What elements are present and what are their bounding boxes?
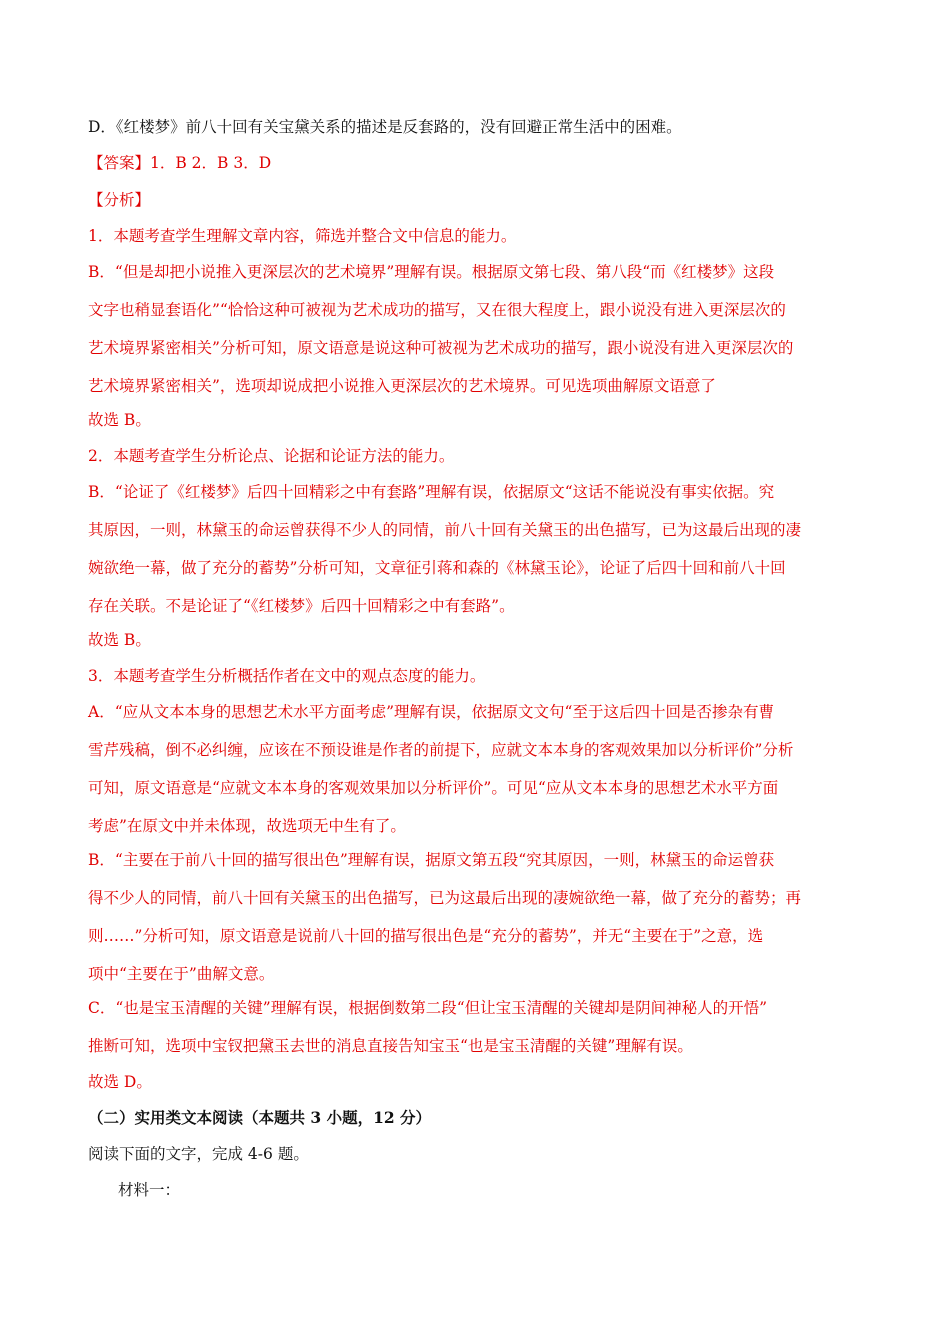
q2-intro: 2．本题考查学生分析论点、论据和论证方法的能力。: [88, 447, 455, 465]
q3-b-line-1: B．“主要在于前八十回的描写很出色”理解有误，据原文第五段“究其原因，一则，林黛玉的命运曾获: [88, 851, 775, 869]
q2-body-line-4: 存在关联。不是论证了“《红楼梦》后四十回精彩之中有套路”。: [88, 597, 515, 615]
reading-instruction: 阅读下面的文字，完成 4-6 题。: [88, 1145, 309, 1163]
analysis-heading: 【分析】: [88, 191, 151, 209]
q3-c-line-1: C．“也是宝玉清醒的关键”理解有误，根据倒数第二段“但让宝玉清醒的关键却是阴间神秘人的开悟”: [88, 999, 768, 1017]
q3-a-line-1: A．“应从文本本身的思想艺术水平方面考虑”理解有误，依据原文文句“至于这后四十回是否掺杂有曹: [88, 703, 774, 721]
q1-body-line-1: B．“但是却把小说推入更深层次的艺术境界”理解有误。根据原文第七段、第八段“而《红楼梦》这段: [88, 263, 775, 281]
q3-b-line-2: 得不少人的同情，前八十回有关黛玉的出色描写，已为这最后出现的凄婉欲绝一幕，做了充分的蓄势；再: [88, 889, 802, 907]
q2-body-line-3: 婉欲绝一幕，做了充分的蓄势”分析可知，文章征引蒋和森的《林黛玉论》，论证了后四十回和前八十回: [88, 559, 786, 577]
q3-intro: 3．本题考查学生分析概括作者在文中的观点态度的能力。: [88, 667, 486, 685]
q1-body-line-3: 艺术境界紧密相关”分析可知，原文语意是说这种可被视为艺术成功的描写，跟小说没有进入更深层次的: [88, 339, 794, 357]
answer-line: 【答案】1．B 2．B 3．D: [88, 154, 272, 172]
q2-body-line-2: 其原因，一则，林黛玉的命运曾获得不少人的同情，前八十回有关黛玉的出色描写，已为这最后出现的凄: [88, 521, 802, 539]
q2-body-line-1: B．“论证了《红楼梦》后四十回精彩之中有套路”理解有误，依据原文“这话不能说没有事实依据。究: [88, 483, 775, 501]
q1-body-line-4: 艺术境界紧密相关”，选项却说成把小说推入更深层次的艺术境界。可见选项曲解原文语意了: [88, 377, 716, 395]
q1-intro: 1．本题考查学生理解文章内容，筛选并整合文中信息的能力。: [88, 227, 517, 245]
q3-b-line-3: 则……”分析可知，原文语意是说前八十回的描写很出色是“充分的蓄势”，并无“主要在于”之意，选: [88, 927, 764, 945]
option-d-line: D．《红楼梦》前八十回有关宝黛关系的描述是反套路的，没有回避正常生活中的困难。: [88, 118, 682, 136]
material-one-label: 材料一：: [118, 1181, 181, 1199]
q3-a-line-3: 可知，原文语意是“应就文本本身的客观效果加以分析评价”。可见“应从文本本身的思想艺术水平方面: [88, 779, 779, 797]
q1-body-line-2: 文字也稍显套语化”“恰恰这种可被视为艺术成功的描写，又在很大程度上，跟小说没有进入更深层次的: [88, 301, 786, 319]
q3-b-line-4: 项中“主要在于”曲解文意。: [88, 965, 275, 983]
q2-conclusion: 故选 B。: [88, 631, 151, 649]
q3-c-line-2: 推断可知，选项中宝钗把黛玉去世的消息直接告知宝玉“也是宝玉清醒的关键”理解有误。: [88, 1037, 693, 1055]
q3-conclusion: 故选 D。: [88, 1073, 152, 1091]
q3-a-line-2: 雪芹残稿，倒不必纠缠，应该在不预设谁是作者的前提下，应就文本本身的客观效果加以分析评价”分析: [88, 741, 794, 759]
q3-a-line-4: 考虑”在原文中并未体现，故选项无中生有了。: [88, 817, 406, 835]
section-heading: （二）实用类文本阅读（本题共 3 小题，12 分）: [88, 1108, 432, 1127]
q1-conclusion: 故选 B。: [88, 411, 151, 429]
